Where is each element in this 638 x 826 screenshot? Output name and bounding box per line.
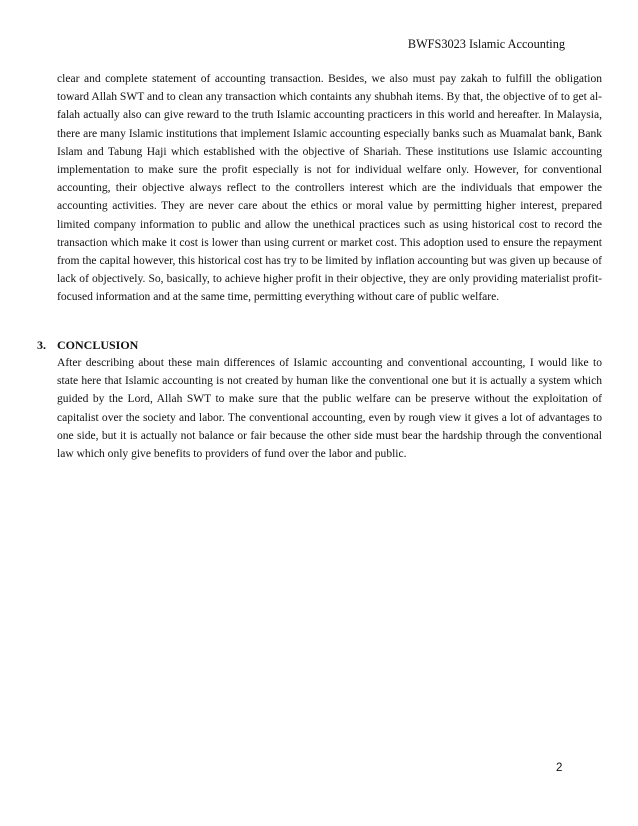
section-heading-conclusion: [37, 338, 138, 353]
section-number: 3.: [37, 338, 46, 352]
body-paragraph-continued: clear and complete statement of accounting transaction. Besides, we also must pay zakah to fulfill the obligation toward Allah SWT and to clean any transaction which containts any shubhah items. By that, the objective of to get al-falah actually also can give reward to the truth Islamic accounting practicers in this world and hereafter. In Malaysia, there are many Islamic institutions that implement Islamic accounting especially banks such as Muamalat bank, Bank Islam and Tabung Haji which established with the objective of Shariah. These institutions use Islamic accounting implementation to make sure the profit especially is not for individual welfare only. However, for conventional accounting, their objective always reflect to the controllers interest which are the individuals that empower the accounting activities. They are never care about the ethics or moral value by permitting higher interest, prepared limited company information to public and allow the unethical practices such as using historical cost to record the transaction which make it cost is lower than using current or market cost. This adoption used to ensure the repayment from the capital however, this historical cost has try to be limited by inflation accounting but was given up because of lack of objectively. So, basically, to achieve higher profit in their objective, they are only providing materialist profit-focused information and at the same time, permitting everything without care of public welfare.: [57, 73, 602, 304]
section-title: CONCLUSION: [57, 338, 139, 352]
conclusion-paragraph: After describing about these main differences of Islamic accounting and conventional accounting, I would like to state here that Islamic accounting is not created by human like the conventional one but it is actually a system which guided by the Lord, Allah SWT to make sure that the public welfare can be preserve without the exploitation of capitalist over the society and labor. The conventional accounting, even by rough view it gives a lot of advantages to one side, but it is actually not balance or fair because the other side must bear the hardship through the conventional law which only give benefits to providers of fund over the labor and public.: [57, 357, 602, 461]
page-number: 2: [556, 762, 563, 774]
running-header: BWFS3023 Islamic Accounting: [407, 37, 565, 51]
